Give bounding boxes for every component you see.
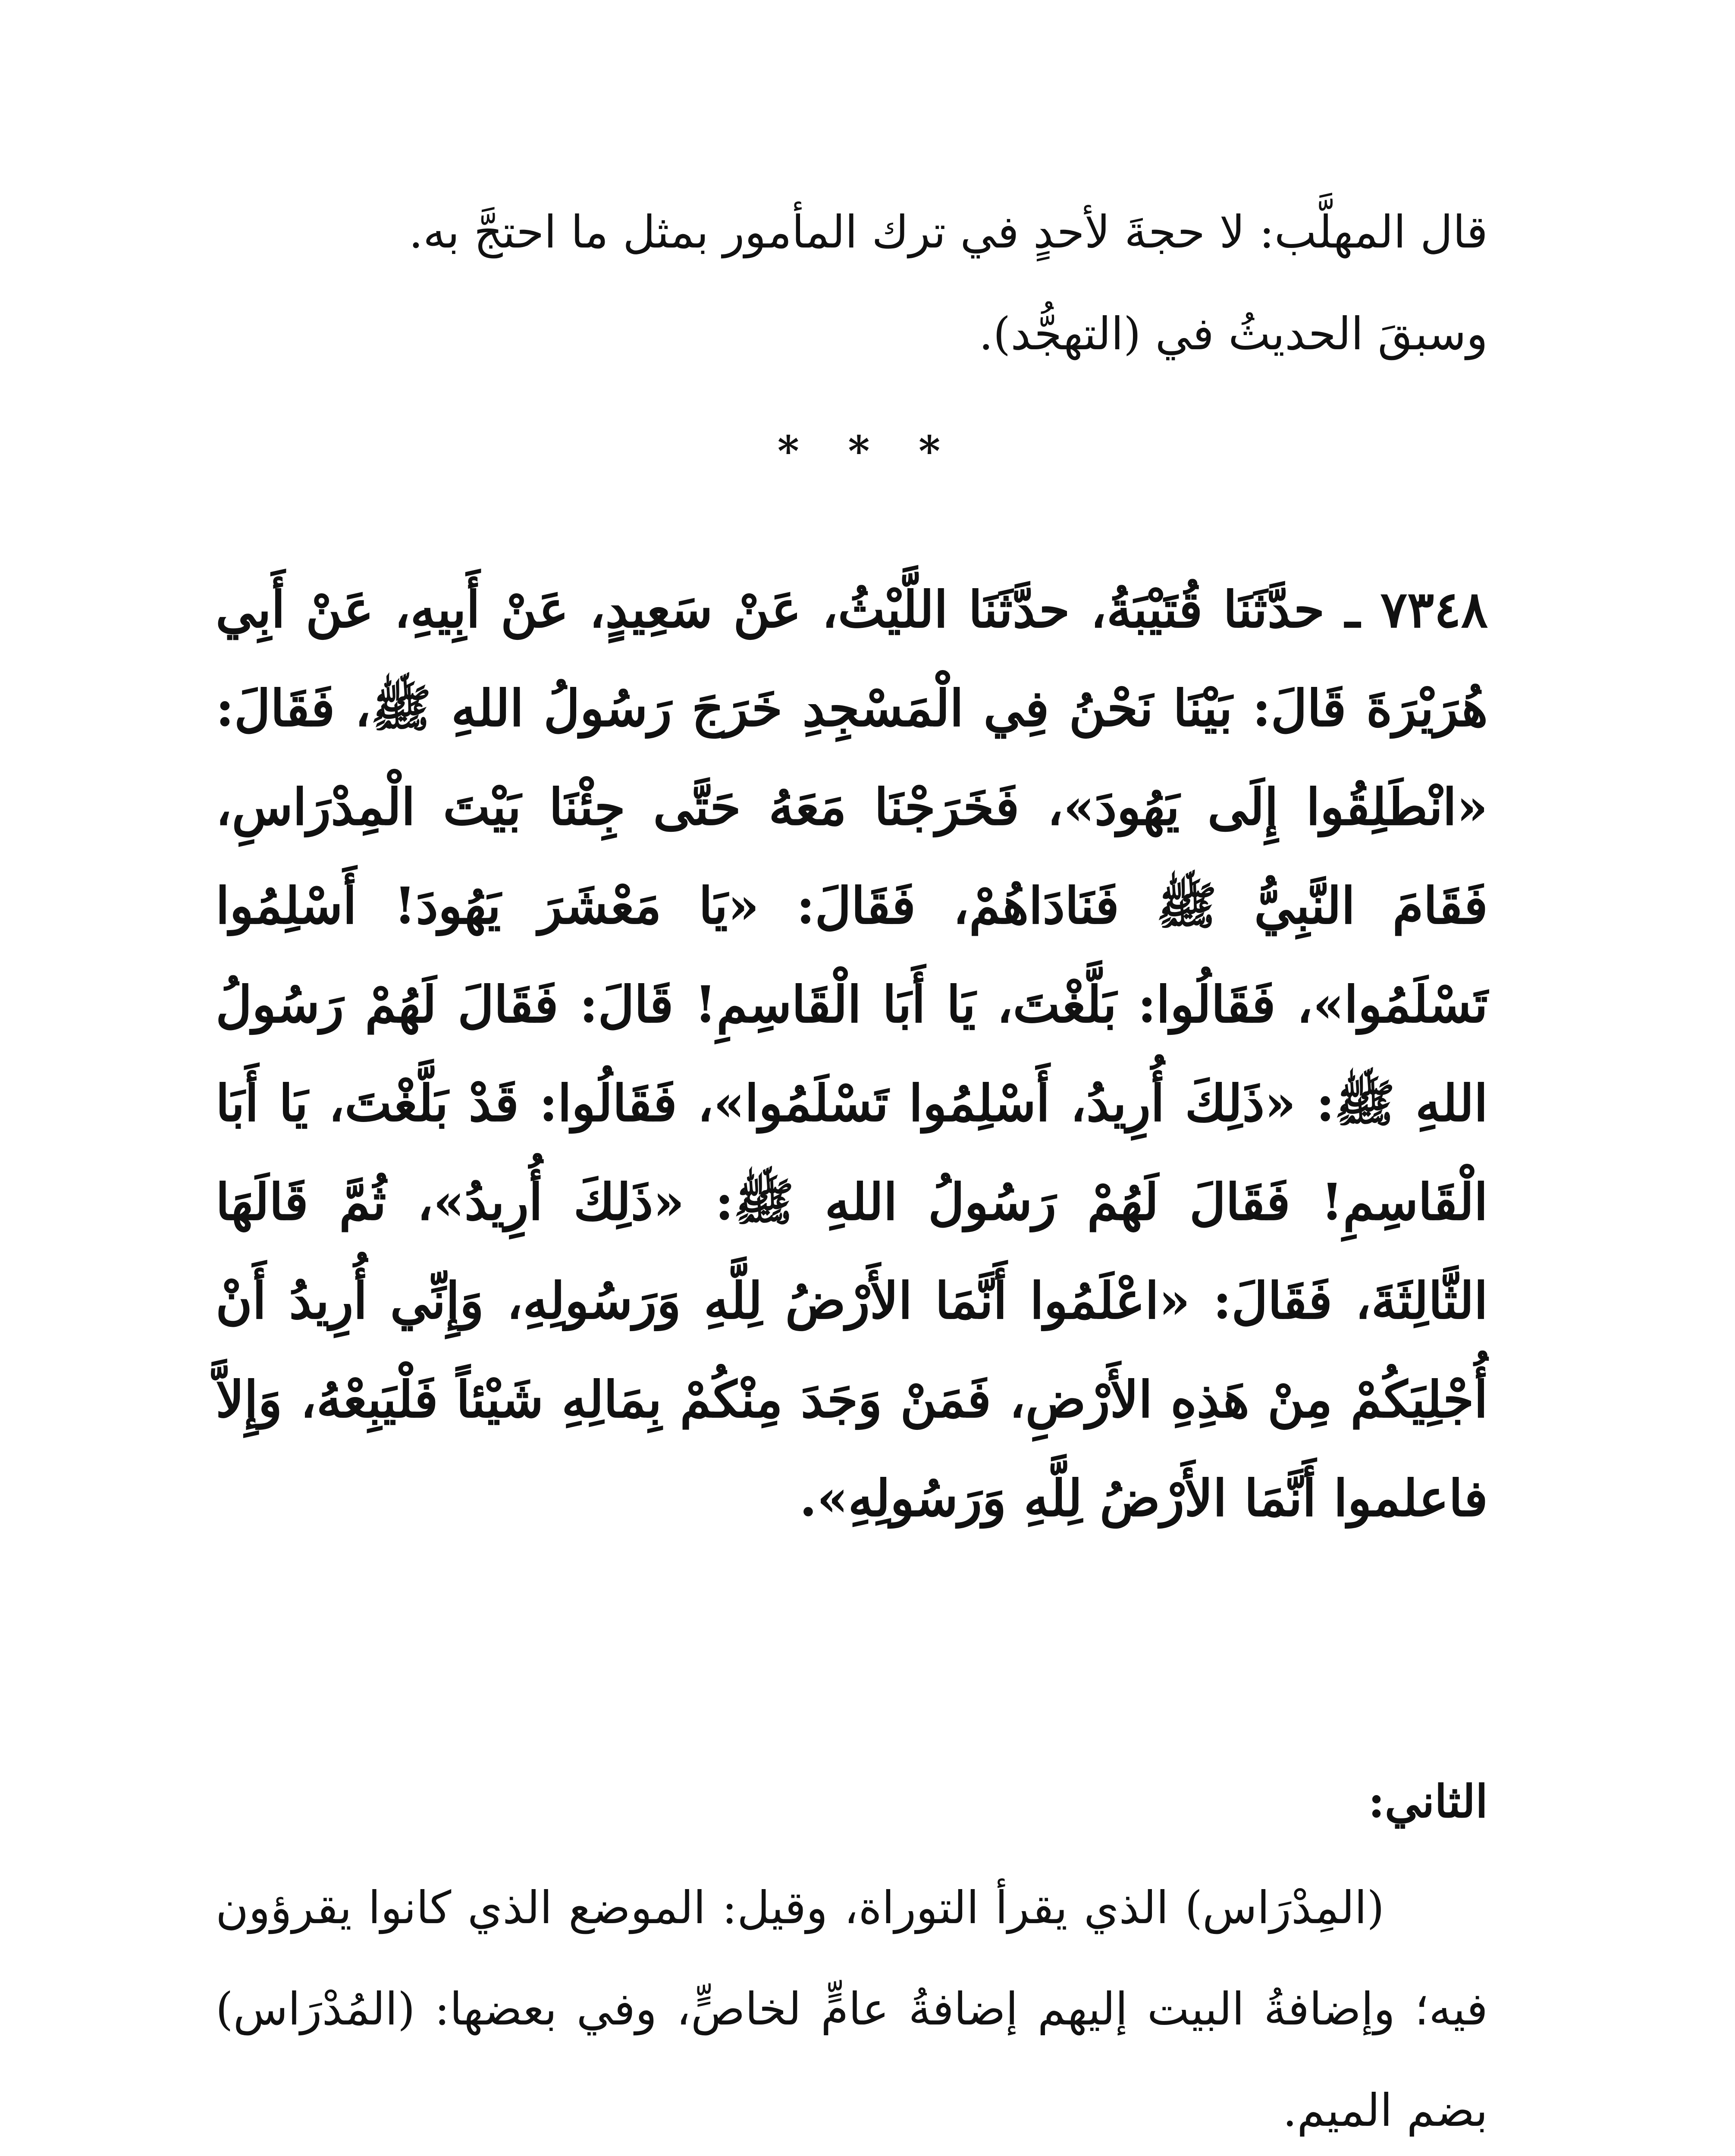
section-divider: * * * — [777, 427, 958, 476]
hadith-text: ٧٣٤٨ ـ حدَّثَنَا قُتَيْبَةُ، حدَّثَنَا اللَّيْثُ، عَنْ سَعِيدٍ، عَنْ أَبِيهِ، عَنْ أَبِي هُرَيْرَةَ قَالَ: بَيْنَا نَحْنُ فِي الْمَسْجِدِ خَرَجَ رَسُولُ اللهِ ﷺ، فَقَالَ: «انْطَلِقُوا إِلَى يَهُودَ»، فَخَرَجْنَا مَعَهُ حَتَّى جِئْنَا بَيْتَ الْمِدْرَاسِ، فَقَامَ النَّبِيُّ ﷺ فَنَادَاهُمْ، فَقَالَ: «يَا مَعْشَرَ يَهُودَ! أَسْلِمُوا تَسْلَمُوا»، فَقَالُوا: بَلَّغْتَ، يَا أَبَا الْقَاسِمِ! قَالَ: فَقَالَ لَهُمْ رَسُولُ اللهِ ﷺ: «ذَلِكَ أُرِيدُ، أَسْلِمُوا تَسْلَمُوا»، فَقَالُوا: قَدْ بَلَّغْتَ، يَا أَبَا الْقَاسِمِ! فَقَالَ لَهُمْ رَسُولُ اللهِ ﷺ: «ذَلِكَ أُرِيدُ»، ثُمَّ قَالَهَا الثَّالِثَةَ، فَقَالَ: «اعْلَمُوا أَنَّمَا الأَرْضُ لِلَّهِ وَرَسُولِهِ، وَإِنِّي أُرِيدُ أَنْ أُجْلِيَكُمْ مِنْ هَذِهِ الأَرْضِ، فَمَنْ وَجَدَ مِنْكُمْ بِمَالِهِ شَيْئاً فَلْيَبِعْهُ، وَإِلاَّ فاعلموا أَنَّمَا الأَرْضُ لِلَّهِ وَرَسُولِهِ». — [216, 580, 1488, 1528]
commentary-heading: الثاني: — [1368, 1775, 1488, 1828]
intro-line-2: وسبقَ الحديثُ في (التهجُّد). — [979, 307, 1488, 360]
commentary-paragraph-1: (المِدْرَاس) الذي يقرأ التوراة، وقيل: الموضع الذي كانوا يقرؤون فيه؛ وإضافةُ البيت إليهم إضافةُ عامٍّ لخاصٍّ، وفي بعضها: (المُدْرَاس) بضم الميم. — [216, 1881, 1488, 2137]
intro-line-1: قال المهلَّب: لا حجةَ لأحدٍ في ترك المأمور بمثل ما احتجَّ به. — [408, 206, 1488, 258]
intro-section — [216, 181, 1488, 385]
commentary-section — [216, 1751, 1488, 2156]
hadith-section — [216, 561, 1488, 1548]
